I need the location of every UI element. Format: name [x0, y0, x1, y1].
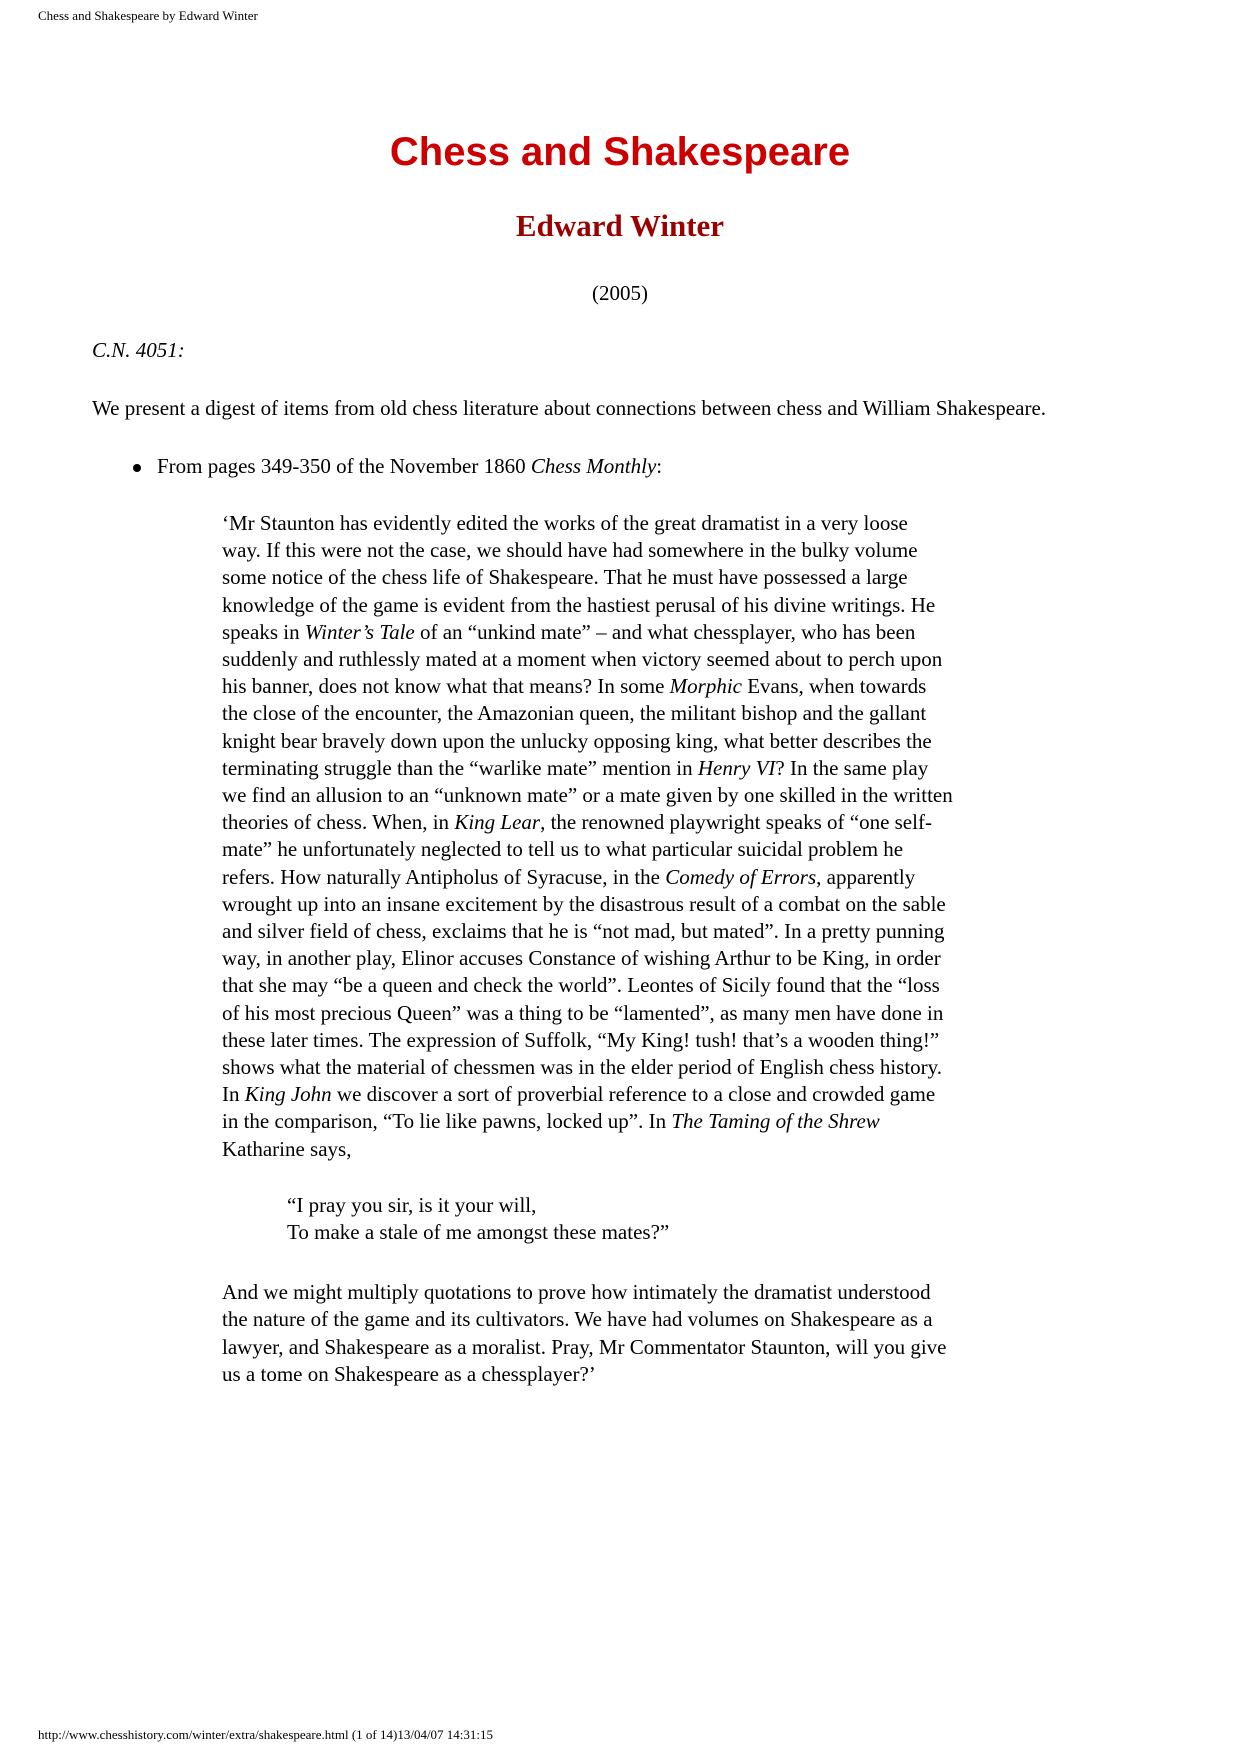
verse-line: To make a stale of me amongst these mates?”: [287, 1220, 670, 1244]
quote-line: knowledge of the game is evident from the hastiest perusal of his divine writings. He: [222, 592, 936, 617]
intro-paragraph: We present a digest of items from old chess literature about connections between chess and William Shakespeare.: [92, 396, 1047, 420]
quote-line: and silver field of chess, exclaims that he is “not mad, but mated”. In a pretty punning: [222, 919, 945, 944]
closing-line: lawyer, and Shakespeare as a moralist. Pray, Mr Commentator Staunton, will you give: [222, 1334, 947, 1359]
quote-line: these later times. The expression of Suffolk, “My King! tush! that’s a wooden thing!”: [222, 1027, 940, 1052]
verse-quote: [287, 1192, 669, 1246]
verse-line: “I pray you sir, is it your will,: [287, 1193, 537, 1217]
quote-text: his banner, does not know what that means? In some: [222, 674, 670, 699]
quote-text: in the comparison, “To lie like pawns, locked up”. In: [222, 1109, 672, 1134]
quote-line: some notice of the chess life of Shakespeare. That he must have possessed a large: [222, 565, 908, 590]
block-quote: [222, 510, 1022, 1163]
work-title: Henry VI: [697, 755, 776, 780]
quote-text: ? In the same play: [775, 755, 929, 780]
work-title: Winter’s Tale: [304, 619, 415, 644]
quote-line: that she may “be a queen and check the world”. Leontes of Sicily found that the “loss: [222, 973, 940, 998]
quote-line: the close of the encounter, the Amazonian queen, the militant bishop and the gallant: [222, 701, 927, 726]
quote-text: of an “unkind mate” – and what chessplayer, who has been: [414, 619, 916, 644]
quote-line: way. If this were not the case, we should have had somewhere in the bulky volume: [222, 538, 918, 563]
quote-line: way, in another play, Elinor accuses Constance of wishing Arthur to be King, in order: [222, 946, 941, 971]
quote-line: wrought up into an insane excitement by the disastrous result of a combat on the sable: [222, 891, 946, 916]
quote-line: [222, 1081, 1022, 1108]
bullet-suffix: :: [656, 454, 663, 478]
quote-text: , the renowned playwright speaks of “one self-: [540, 810, 932, 835]
quote-text: we discover a sort of proverbial reference to a close and crowded game: [331, 1082, 936, 1107]
quote-line: we find an allusion to an “unknown mate” or a mate given by one skilled in the written: [222, 783, 953, 808]
list-item: [157, 453, 662, 479]
quote-line: [222, 864, 1022, 891]
quote-text: terminating struggle than the “warlike mate” mention in: [222, 755, 698, 780]
source-title: Chess Monthly: [530, 454, 657, 478]
quote-line: [222, 673, 1022, 700]
bullet-prefix: From pages 349-350 of the November 1860: [157, 454, 531, 478]
print-footer-url: http://www.chesshistory.com/winter/extra/shakespeare.html (1 of 14)13/04/07 14:31:15: [38, 1727, 494, 1742]
cn-label: C.N. 4051:: [92, 338, 185, 362]
work-title: The Taming of the Shrew: [671, 1109, 880, 1134]
quote-line: Katharine says,: [222, 1136, 352, 1161]
closing-line: And we might multiply quotations to prove how intimately the dramatist understood: [222, 1280, 931, 1304]
quote-text: Evans, when towards: [741, 674, 927, 699]
page-title: Chess and Shakespeare: [389, 130, 851, 174]
author-name: Edward Winter: [515, 208, 725, 243]
quote-line: [222, 755, 1022, 782]
work-title: Morphic: [669, 674, 742, 699]
quote-line: [222, 809, 1022, 836]
quote-text: refers. How naturally Antipholus of Syracuse, in the: [222, 864, 666, 889]
quote-line: [222, 1108, 1022, 1135]
bullet-icon: [133, 464, 141, 472]
closing-line: us a tome on Shakespeare as a chessplayer?’: [222, 1361, 596, 1386]
quote-line: [222, 619, 1022, 646]
quote-text: speaks in: [222, 619, 305, 644]
work-title: King John: [244, 1082, 332, 1107]
publication-year: (2005): [592, 281, 648, 305]
quote-line: knight bear bravely down upon the unlucky opposing king, what better describes the: [222, 728, 932, 753]
work-title: Comedy of Errors: [665, 864, 817, 889]
closing-paragraph: [222, 1279, 1022, 1388]
quote-line: mate” he unfortunately neglected to tell us to what particular suicidal problem he: [222, 837, 904, 862]
closing-line: the nature of the game and its cultivators. We have had volumes on Shakespeare as a: [222, 1307, 933, 1332]
quote-line: suddenly and ruthlessly mated at a moment when victory seemed about to perch upon: [222, 647, 943, 672]
print-header: Chess and Shakespeare by Edward Winter: [38, 8, 258, 23]
quote-line: shows what the material of chessmen was in the elder period of English chess history.: [222, 1055, 943, 1080]
work-title: King Lear: [454, 810, 541, 835]
quote-text: theories of chess. When, in: [222, 810, 455, 835]
quote-line: ‘Mr Staunton has evidently edited the works of the great dramatist in a very loose: [222, 511, 908, 535]
quote-text: In: [222, 1082, 245, 1107]
quote-text: , apparently: [816, 864, 916, 889]
quote-line: of his most precious Queen” was a thing to be “lamented”, as many men have done in: [222, 1000, 944, 1025]
